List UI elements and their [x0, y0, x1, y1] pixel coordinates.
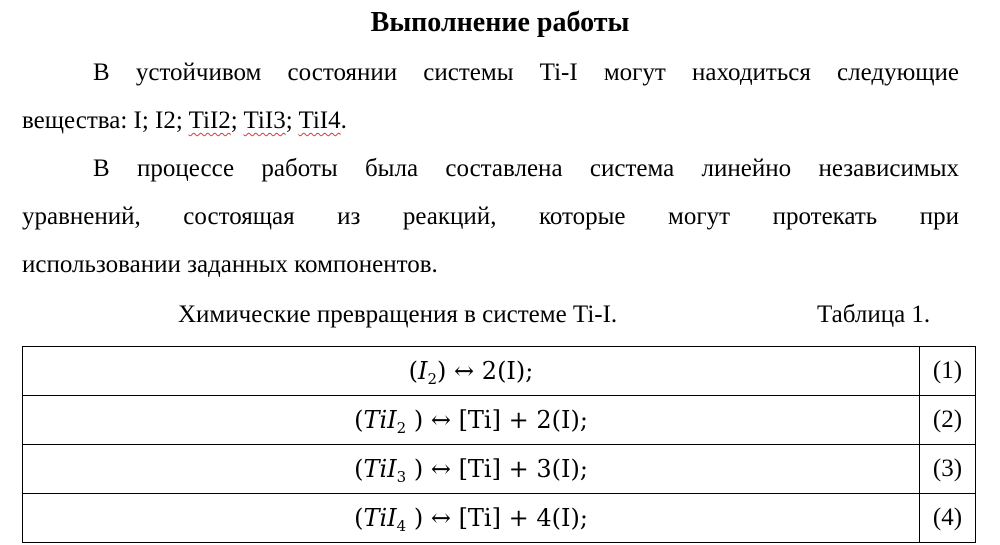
- reaction-number: (1): [920, 347, 976, 396]
- reaction-equation-2: (TiI$_2$ ) ↔ [Ti] + 2(I);: [354, 405, 588, 437]
- section-heading: Выполнение работы: [370, 7, 630, 38]
- table-caption-label: Таблица 1.: [817, 301, 931, 328]
- reaction-cell: [23, 445, 920, 494]
- paragraph2-line1: В процессе работы была составлена система линейно независимых: [93, 155, 959, 182]
- table-row: [23, 494, 976, 543]
- reaction-cell: [23, 494, 920, 543]
- separator: ;: [285, 107, 299, 134]
- paragraph1-line2-prefix: вещества: I; I2;: [22, 107, 189, 134]
- reaction-cell: [23, 396, 920, 445]
- reaction-number: (4): [920, 494, 976, 543]
- paragraph1-line2-suffix: .: [340, 107, 347, 134]
- paragraph2-line3: использовании заданных компонентов.: [22, 251, 438, 278]
- reaction-equation-3: (TiI$_3$ ) ↔ [Ti] + 3(I);: [354, 454, 588, 486]
- reactions-table: [22, 346, 976, 543]
- reaction-number: (3): [920, 445, 976, 494]
- compound-til2: TiI2: [188, 107, 231, 134]
- separator: ;: [230, 107, 244, 134]
- table-row: [23, 445, 976, 494]
- reaction-equation-1: $(I_2)$ ↔ 2(I);: [408, 356, 534, 388]
- paragraph1-line1: В устойчивом состоянии системы Ti-I могут находиться следующие: [93, 59, 959, 86]
- reaction-number: (2): [920, 396, 976, 445]
- compound-til3: TiI3: [243, 107, 286, 134]
- paragraph1-line2: [22, 106, 347, 136]
- table-row: [23, 396, 976, 445]
- table-row: [23, 347, 976, 396]
- compound-til4: TiI4: [298, 107, 341, 134]
- table-caption-title: Химические превращения в системе Ti-I.: [178, 301, 618, 328]
- paragraph2-line2: уравнений, состоящая из реакций, которые могут протекать при: [22, 203, 959, 230]
- reaction-cell: [23, 347, 920, 396]
- reaction-equation-4: (TiI$_4$ ) ↔ [Ti] + 4(I);: [354, 503, 588, 535]
